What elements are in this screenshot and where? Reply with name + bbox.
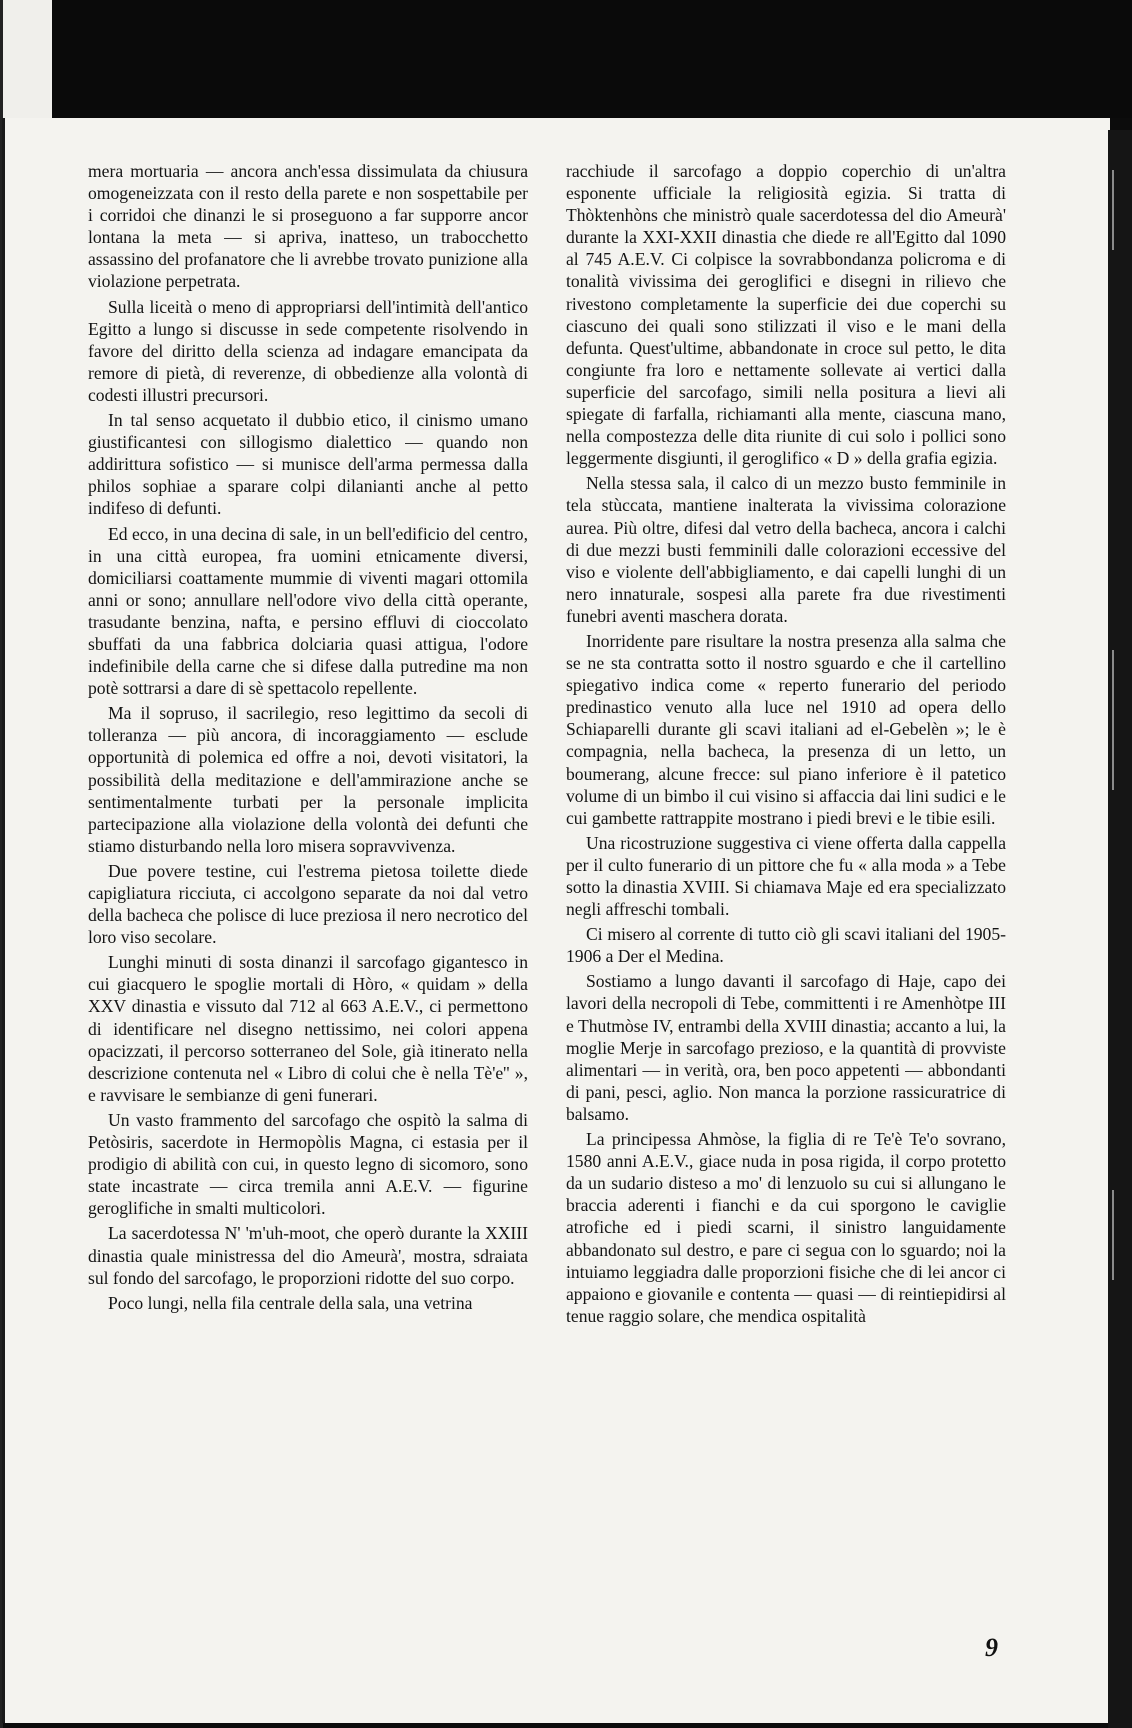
paragraph: La sacerdotessa N' 'm'uh-moot, che operò durante la XXIII dinastia quale ministressa del dio Ameurà', mostra, sdraiata sul fondo del sarcofago, le proporzioni ridotte del suo corpo. [88,1223,528,1288]
paragraph: Lunghi minuti di sosta dinanzi il sarcofago gigantesco in cui giacquero le spoglie mortali di Hòro, « quidam » della XXV dinastia e vissuto dal 712 al 663 A.E.V., ci permettono di identificare nel disegno nettissimo, nei colori appena opacizzati, il percorso sotterraneo del Sole, già itinerato nella descrizione contenuta nel « Libro di colui che è nella Tè'e'' », e ravvisare le sembianze di geni funerari. [88,952,528,1105]
paragraph: In tal senso acquetato il dubbio etico, il cinismo umano giustificantesi con sillogismo dialettico — quando non addirittura sofistico — si munisce dell'arma permessa dalla philos sophiae a sparare colpi dilanianti anche al petto indifeso di defunti. [88,410,528,519]
paragraph: Ma il sopruso, il sacrilegio, reso legittimo da secoli di tolleranza — più ancora, di incoraggiamento — esclude opportunità di polemica ed offre a noi, devoti visitatori, la possibilità della meditazione e dell'ammirazione anche se sentimentalmente turbati per la personale implicita partecipazione alla violazione della volontà dei defunti che stiamo disturbando nella loro misera sopravvivenza. [88,703,528,856]
scan-top-border [0,0,1132,118]
paragraph: La principessa Ahmòse, la figlia di re Te'è Te'o sovrano, 1580 anni A.E.V., giace nuda in posa rigida, il corpo protetto da un sudario disteso a mo' di lenzuolo su cui si allungano le braccia aderenti i fianchi e da cui sporgono le caviglie atrofiche ed i piedi scarni, il sinistro languidamente abbandonato sul destro, e pare ci segua con lo sguardo; noi la intuiamo leggiadra dalle proporzioni fisiche che di lei ancor ci appaiono e giovanile e contenta — quasi — di reintiepidirsi al tenue raggio solare, che mendica ospitalità [566,1129,1006,1326]
paragraph: Poco lungi, nella fila centrale della sala, una vetrina [108,1292,473,1313]
scan-left-margin [0,0,52,118]
paragraph: Ed ecco, in una decina di sale, in un bell'edificio del centro, in una città europea, fra uomini etnicamente diversi, domiciliarsi coattamente mummie di viventi magari ottomila anni or sono; annullare nell'odore vivo della città operante, trasudante benzina, nafta, e persino effluvi di cioccolato sbuffati da una fabbrica dolciaria quasi attigua, l'odore indefinibile della carne che si difese dalla putredine ma non potè sottrarsi a dare di sè spettacolo repellente. [88,523,528,699]
scan-right-border [1108,130,1132,1728]
paragraph: Nella stessa sala, il calco di un mezzo busto femminile in tela stùccata, mantiene inalterata la vivissima colorazione aurea. Più oltre, difesi dal vetro della bacheca, ancora i calchi di due mezzi busti femminili dalle colorazioni eccessive del viso e violente dell'abbigliamento, e dai capelli lunghi di un nero innaturale, sospesi alla parete fra due rivestimenti funebri aventi maschera dorata. [566,473,1006,626]
paragraph: racchiude il sarcofago a doppio coperchio di un'altra esponente ufficiale la religiosità egizia. Si tratta di Thòktenhòns che ministrò quale sacerdotessa del dio Ameurà' durante la XXI-XXII dinastia che diede re all'Egitto dal 1090 al 745 A.E.V. Ci colpisce la sovrabbondanza policroma e di tonalità vivissima dei geroglifici e disegni in rilievo che rivestono completamente la superficie dei due coperchi su ciascuno dei quali sono stilizzati il viso e le mani della defunta. Quest'ultime, abbandonate in croce sul petto, le dita congiunte fra loro e nettamente sollevate ai vertici dalla superficie del sarcofago, simili nella positura a lievi ali spiegate di farfalla, richiamanti alla mente, ciascuna mano, nella compostezza delle dita riunite di cui solo i pollici sono leggermente disgiunti, il geroglifico « D » della grafia egizia. [566,161,1006,469]
paragraph: mera mortuaria — ancora anch'essa dissimulata da chiusura omogeneizzata con il resto della parete e non sospettabile per i corridoi che dinanzi le si proseguono a far supporre ancor lontana la meta — si apriva, inatteso, un trabocchetto assassino del profanatore che li avrebbe trovato punizione alla violazione perpetrata. [88,161,528,292]
paragraph: Un vasto frammento del sarcofago che ospitò la salma di Petòsiris, sacerdote in Hermopòlis Magna, ci estasia per il prodigio di abilità con cui, in questo legno di sicomoro, sono state incastrate — circa tremila anni A.E.V. — figurine geroglifiche in smalti multicolori. [88,1109,528,1219]
page-number: 9 [985,1633,998,1662]
text-column-left [88,160,528,1317]
paragraph: Ci misero al corrente di tutto ciò gli scavi italiani del 1905-1906 a Der el Medina. [566,924,1006,967]
paragraph: Inorridente pare risultare la nostra presenza alla salma che se ne sta contratta sotto il nostro sguardo e che il cartellino spiegativo indica come « reperto funerario del periodo predinastico venuto alla luce nel 1910 ad opera dello Schiaparelli durante gli scavi italiani ad el-Gebelèn »; le è compagnia, nella bacheca, la presenza di un letto, un boumerang, alcune frecce: sul piano inferiore è il patetico volume di un bimbo il cui visino si affaccia dai lini sudici e le cui gambette rattrappite mostrano i piedi brevi e le tibie esili. [566,630,1006,828]
paragraph: Una ricostruzione suggestiva ci viene offerta dalla cappella per il culto funerario di un pittore che fu « alla moda » a Tebe sotto la dinastia XVIII. Si chiamava Maje ed era specializzato negli affreschi tombali. [566,832,1006,920]
paragraph: Due povere testine, cui l'estrema pietosa toilette diede capigliatura ricciuta, ci accolgono separate da noi dal vetro della bacheca che polisce di luce preziosa il nero necrotico del loro viso secolare. [88,860,528,948]
paragraph: Sulla liceità o meno di appropriarsi dell'intimità dell'antico Egitto a lungo si discusse in sede competente risolvendo in favore del diritto della scienza ad indagare emancipata da remore di pietà, di reverenze, di obbedienze alla volontà di codesti illustri precursori. [88,296,528,405]
text-column-right [566,160,1006,1330]
paragraph: Sostiamo a lungo davanti il sarcofago di Haje, capo dei lavori della necropoli di Tebe, committenti i re Amenhòtpe III e Thutmòse IV, entrambi della XVIII dinastia; accanto a lui, la moglie Merje in sarcofago prezioso, e la quantità di provviste alimentari — in verità, ora, ben poco appetenti — abbondanti di pani, pesci, aglio. Non manca la porzione rassicuratrice di balsamo. [566,971,1006,1124]
